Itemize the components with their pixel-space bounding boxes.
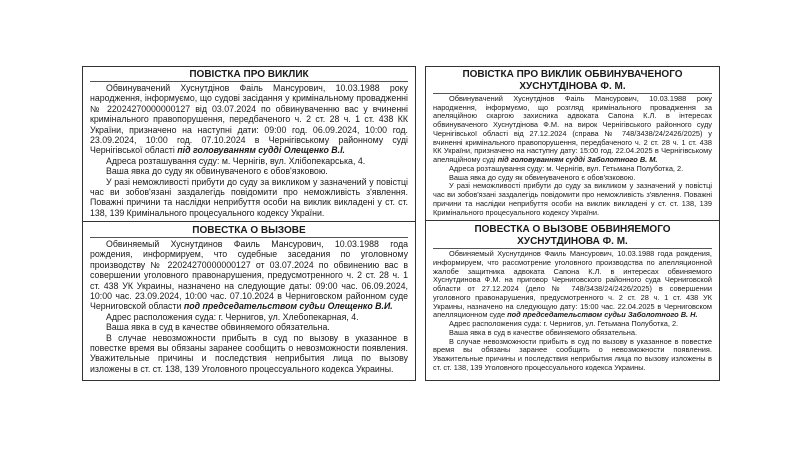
absence-rules: У разі неможливості прибути до суду за викликом у зазначений у повістці час ви зобов'язані заздалегідь повідомити про неможливість з'явлення. Поважні причини та наслідки неприбуття особи на виклик викладені у ст. ст. 138, 139 Кримінального процесуального кодексу України. [90,176,408,218]
absence-rules: В случае невозможности прибыть в суд по вызову в указанное в повестке время вы обязаны заранее сообщить о невозможности появления. Уважительные причины и последствия неприбытия лица по вызову изложены в ст. ст. 138, 139 Уголовного процессуального кодекса Украины. [90,332,408,374]
judge-name: под председательством судьи Заболотного В. Н. [507,310,698,320]
summons-ua-left [90,69,408,218]
court-address: Адреса розташування суду: м. Чернігів, вул. Гетьмана Полуботка, 2. [449,163,684,173]
divider [83,221,415,222]
attendance-note: Ваша явка до суду як обвинуваченого є обов'язковою. [106,166,328,177]
notice-title: ПОВІСТКА ПРО ВИКЛИК ОБВИНУВАЧЕНОГО ХУСНУТДІНОВА Ф. М. [433,69,712,94]
summons-ru-right [433,224,712,372]
notice-title: ПОВЕСТКА О ВЫЗОВЕ ОБВИНЯЕМОГО ХУСНУТДИНОВА Ф. М. [433,224,712,249]
notice-paragraph [90,83,408,156]
notice-paragraph [433,95,712,165]
judge-name: під головуванням судді Олещенко В.І. [177,145,345,156]
notice-title: ПОВЕСТКА О ВЫЗОВЕ [90,225,408,238]
notice-right [425,66,720,381]
court-address: Адрес расположения суда: г. Чернигов, ул. Гетьмана Полуботка, 2. [449,319,679,329]
notice-title: ПОВІСТКА ПРО ВИКЛИК [90,69,408,82]
notice-left [82,66,416,381]
attendance-note: Ваша явка в суд в качестве обвиняемого обязательна. [106,322,330,333]
notice-paragraph [433,250,712,320]
absence-rules: У разі неможливості прибути до суду за викликом у зазначений у повістці час ви зобов'язані заздалегідь повідомити про неможливість з'явлення. Поважні причини та наслідки неприбуття особи на виклик викладені у ст. ст. 138, 139 Кримінального процесуального кодексу України. [433,181,712,217]
attendance-note: Ваша явка до суду як обвинуваченого є обов'язковою. [449,172,636,182]
notice-text: Обвиняемый Хуснутдинов Фаиль Мансурович, 10.03.1988 года рождения, информируем, что рассмотрение уголовного производства по апелляционной жалобе защитника адвоката Сапона К.Л. в интересах обвиняемого Хуснутдинова Ф.М. на приговор Черниговского районного суда Черниговской области от 27.12.2024 (дело № 748/3438/24/2426/2025) в совершении уголовного правонарушения, предусмотренного ч. 2 ст. 28 ч. 1 ст. 438 УК Украины, назначено на следующую дату: 15:00 час. 22.04.2025 в Черниговском апелляционном суде [433,249,712,320]
court-address: Адреса розташування суду: м. Чернігів, вул. Хлібопекарська, 4. [106,155,366,166]
attendance-note: Ваша явка в суд в качестве обвиняемого обязательна. [449,327,638,337]
judge-name: под председательством судьи Олещенко В.И. [183,301,393,312]
notice-paragraph [90,239,408,312]
court-address: Адрес расположения суда: г. Чернигов, ул. Хлебопекарная, 4. [106,311,359,322]
divider [426,220,719,221]
absence-rules: В случае невозможности прибыть в суд по вызову в указанное в повестке время вы обязаны заранее сообщить о невозможности появления. Уважительные причины и последствия неприбытия лица по вызову изложены в ст. ст. 138, 139 Уголовного процессуального кодекса Украины. [433,336,712,372]
summons-ru-left [90,225,408,374]
notice-text: Обвиняемый Хуснутдинов Фаиль Мансурович, 10.03.1988 года рождения, информируем, что судебные заседания по уголовному производству № 22024270000000127 от 03.07.2024 по обвинению вас в совершении уголовного правонарушения, предусмотренного ч. 2 ст. 28 ч. 1 ст. 438 УК Украины, назначено на следующие даты: 09:00 час. 06.09.2024, 10:00 час. 23.09.2024, 10:00 час. 07.10.2024 в Черниговском районном суде Черниговской области [90,239,408,312]
notice-text: Обвинувачений Хуснутдінов Фаіль Мансурович, 10.03.1988 року народження, інформуємо, що розгляд кримінального провадження за апеляційною скаргою захисника адвоката Сапона К.Л. в інтересах обвинуваченого Хуснутдінова Ф.М. на вирок Чернігівського районного суду Чернігівської області від 27.12.2024 (справа № 748/3438/24/2426/2025) у вчиненні кримінального правопорушення, передбаченого ч. 2 ст. 28 ч. 1 ст. 438 КК України, призначено на наступну дату: 15:00 год. 22.04.2025 в Чернігівському апеляційному суді [433,94,712,165]
judge-name: під головуванням судді Заболотного В. М. [497,155,658,165]
notice-text: Обвинувачений Хуснутдінов Фаіль Мансурович, 10.03.1988 року народження, інформуємо, що судові засідання у кримінальному провадженні № 22024270000000127 від 03.07.2024 по обвинуваченню вас у вчиненні кримінального правопорушення, передбаченого ч. 2 ст. 28 ч. 1 ст. 438 КК України, призначено на наступні дати: 09:00 год. 06.09.2024, 10:00 год. 23.09.2024, 10:00 год. 07.10.2024 в Чернігівському районному суді Чернігівської області [90,83,408,156]
summons-ua-right [433,69,712,217]
